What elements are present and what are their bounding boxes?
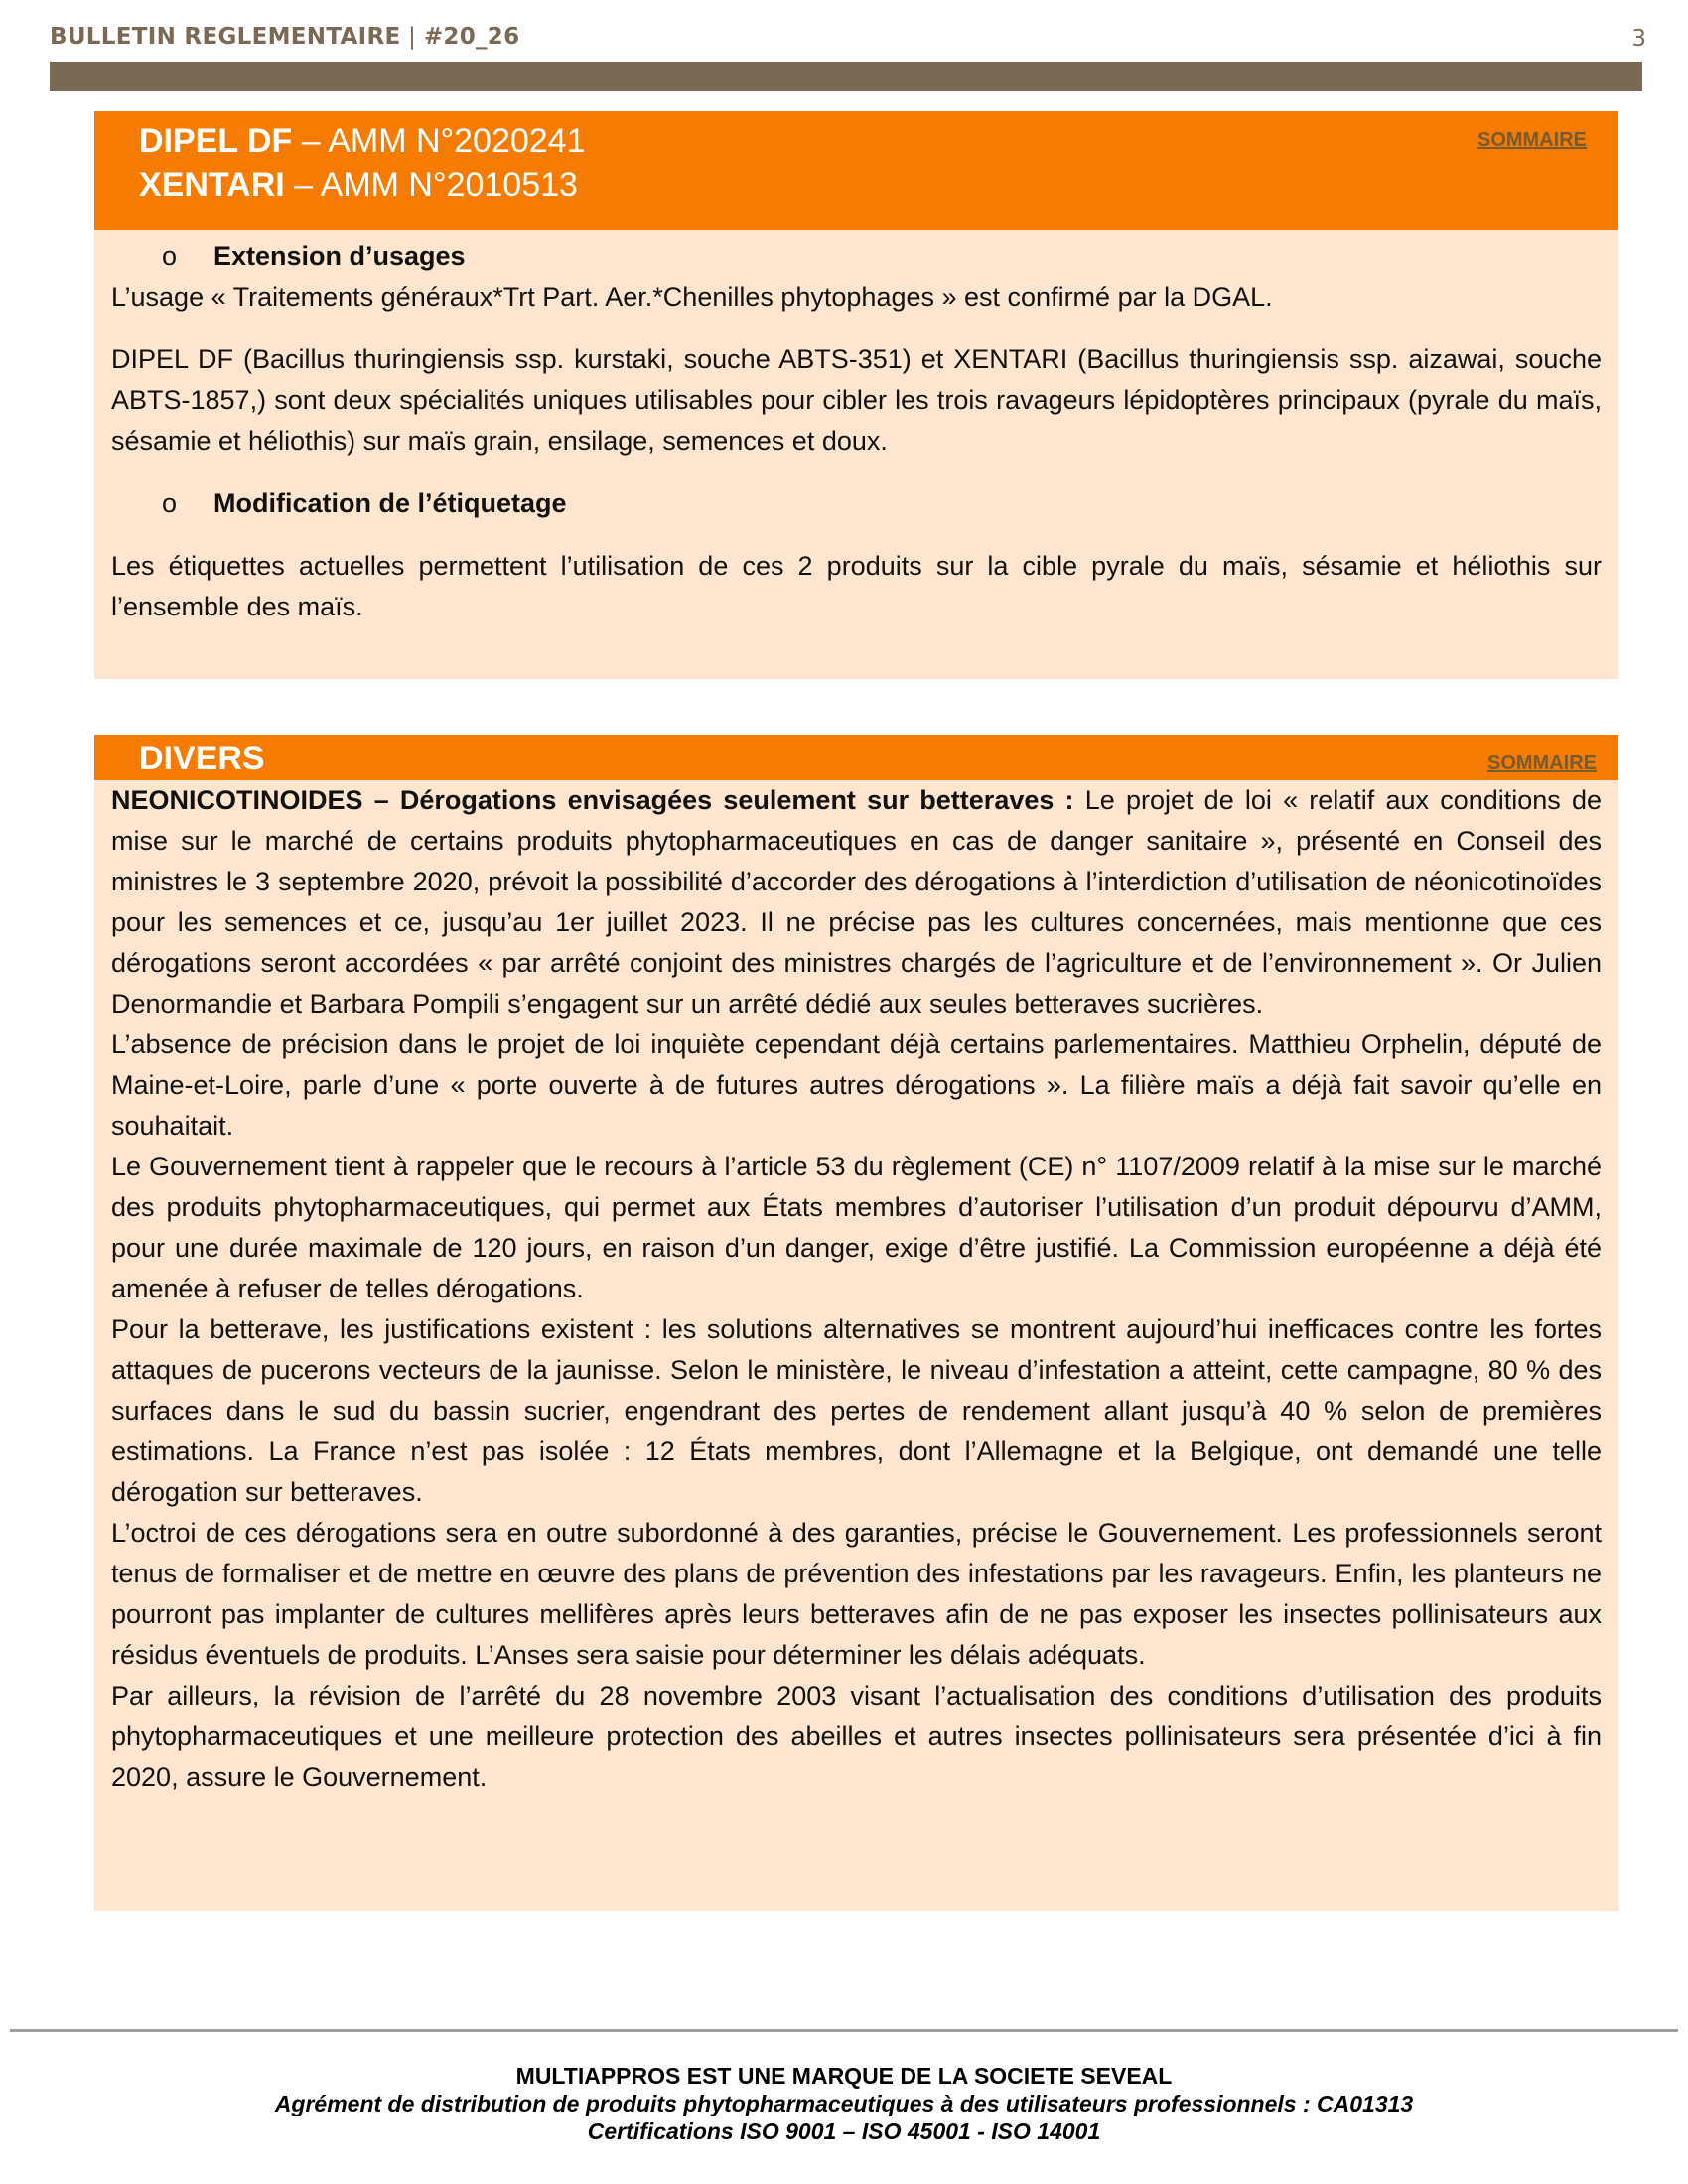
section-title	[139, 737, 1618, 780]
paragraph-revision-arrete: Par ailleurs, la révision de l’arrêté du 28 novembre 2003 visant l’actualisation des conditions d’utilisation des produits phytopharmaceutiques et une meilleure protection des abeilles et autres insectes pollinisateurs sera présentée d’ici à fin 2020, assure le Gouvernement.	[111, 1681, 1602, 1792]
paragraph-products: DIPEL DF (Bacillus thuringiensis ssp. kurstaki, souche ABTS-351) et XENTARI (Bacillus thuringiensis ssp. aizawai, souche ABTS-1857,) sont deux spécialités uniques utilisables pour cibler les trois ravageurs lépidoptères principaux (pyrale du maïs, sésamie et héliothis) sur maïs grain, ensilage, semences et doux.	[111, 344, 1602, 456]
footer-certifications: Certifications ISO 9001 – ISO 45001 - ISO 14001	[587, 2118, 1101, 2144]
footer-divider	[10, 2029, 1678, 2032]
product-name-xentari: XENTARI	[139, 166, 285, 204]
section-dipel-xentari	[94, 111, 1618, 679]
paragraph-etiquettes: Les étiquettes actuelles permettent l’utilisation de ces 2 produits sur la cible pyrale du maïs, sésamie et héliothis sur l’ensemble des maïs.	[111, 551, 1602, 621]
title-line-dipel	[139, 119, 1618, 163]
title-line-xentari	[139, 163, 1618, 206]
lead-heading: NEONICOTINOIDES – Dérogations envisagées seulement sur betteraves :	[111, 785, 1074, 815]
divers-title: DIVERS	[139, 740, 265, 777]
header-separator: |	[400, 24, 424, 50]
amm-dipel: – AMM N°2020241	[292, 122, 586, 160]
bullet-marker: o	[162, 241, 178, 271]
sommaire-link[interactable]: SOMMAIRE	[1487, 752, 1597, 774]
bullet-extension-usages	[94, 236, 1618, 277]
footer-agrement: Agrément de distribution de produits phytopharmaceutiques à des utilisateurs professionnels : CA01313	[274, 2091, 1414, 2116]
paragraph-neonicotinoides	[94, 780, 1618, 1024]
bulletin-issue: #20_26	[423, 24, 520, 50]
section-title-band	[94, 735, 1618, 780]
bulletin-header	[50, 24, 519, 50]
bullet-label: Modification de l’étiquetage	[213, 488, 567, 518]
bullet-marker: o	[162, 488, 178, 518]
bullet-modification-etiquetage	[94, 483, 1618, 524]
paragraph-parlementaires: L’absence de précision dans le projet de loi inquiète cependant déjà certains parlementaires. Matthieu Orphelin, député de Maine-et-Loire, parle d’une « porte ouverte à de futures autres dérogations ». La filière maïs a déjà fait savoir qu’elle en souhaitait.	[111, 1029, 1602, 1141]
paragraph-text: Le projet de loi « relatif aux conditions de mise sur le marché de certains produits phytopharmaceutiques en cas de danger sanitaire », présenté en Conseil des ministres le 3 septembre 2020, prévoit la possibilité d’accorder des dérogations à l’interdiction d’utilisation de néonicotinoïdes pour les semences et ce, jusqu’au 1er juillet 2023. Il ne précise pas les cultures concernées, mais mentionne que ces dérogations seront accordées « par arrêté conjoint des ministres chargés de l’agriculture et de l’environnement ». Or Julien Denormandie et Barbara Pompili s’engagent sur un arrêté dédié aux seules betteraves sucrières.	[111, 785, 1602, 1019]
header-bar	[50, 62, 1642, 91]
paragraph-gouvernement: Le Gouvernement tient à rappeler que le recours à l’article 53 du règlement (CE) n° 1107/2009 relatif à la mise sur le marché des produits phytopharmaceutiques, qui permet aux États membres d’autoriser l’utilisation d’un produit dépourvu d’AMM, pour une durée maximale de 120 jours, en raison d’un danger, exige d’être justifié. La Commission européenne a déjà été amenée à refuser de telles dérogations.	[111, 1152, 1602, 1303]
section-title-band	[94, 111, 1618, 230]
paragraph-usage: L’usage « Traitements généraux*Trt Part. Aer.*Chenilles phytophages » est confirmé par la DGAL.	[111, 282, 1273, 312]
amm-xentari: – AMM N°2010513	[284, 166, 578, 204]
bulletin-title: BULLETIN REGLEMENTAIRE	[50, 24, 401, 50]
product-name-dipel: DIPEL DF	[139, 122, 293, 160]
sommaire-link[interactable]: SOMMAIRE	[1477, 129, 1587, 151]
bullet-label: Extension d’usages	[213, 241, 466, 271]
section-divers	[94, 735, 1618, 1911]
footer-company: MULTIAPPROS EST UNE MARQUE DE LA SOCIETE SEVEAL	[515, 2063, 1173, 2089]
paragraph-garanties: L’octroi de ces dérogations sera en outre subordonné à des garanties, précise le Gouvernement. Les professionnels seront tenus de formaliser et de mettre en œuvre des plans de prévention des infestations par les ravageurs. Enfin, les planteurs ne pourront pas implanter de cultures mellifères après leurs betteraves afin de ne pas exposer les insectes pollinisateurs aux résidus éventuels de produits. L’Anses sera saisie pour déterminer les délais adéquats.	[111, 1518, 1602, 1670]
paragraph-betterave: Pour la betterave, les justifications existent : les solutions alternatives se montrent aujourd’hui inefficaces contre les fortes attaques de pucerons vecteurs de la jaunisse. Selon le ministère, le niveau d’infestation a atteint, cette campagne, 80 % des surfaces dans le sud du bassin sucrier, engendrant des pertes de rendement allant jusqu’à 40 % selon de premières estimations. La France n’est pas isolée : 12 États membres, dont l’Allemagne et la Belgique, ont demandé une telle dérogation sur betteraves.	[111, 1314, 1602, 1507]
page-number: 3	[1631, 26, 1646, 52]
